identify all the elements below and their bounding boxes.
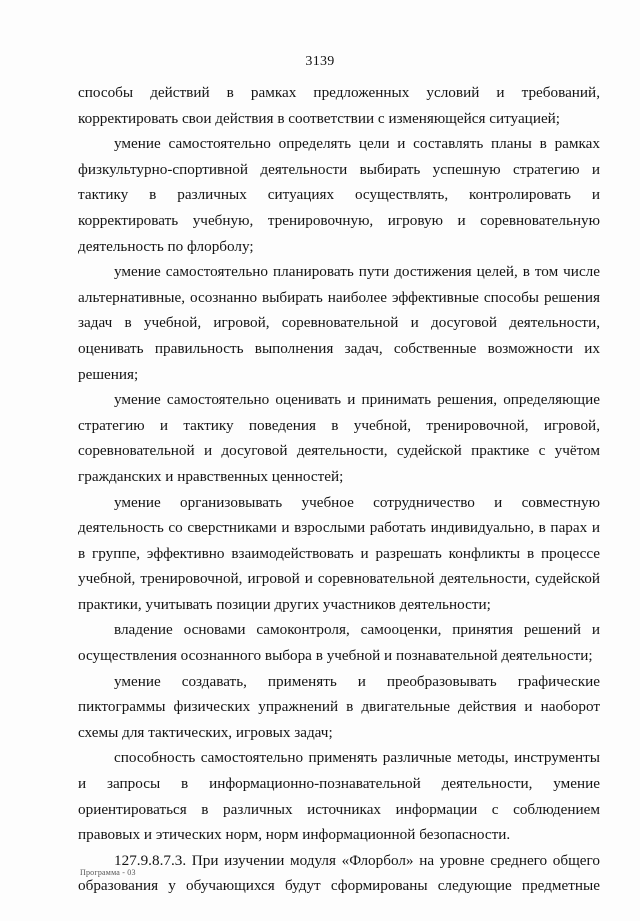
document-body: [78, 80, 600, 899]
paragraph: умение самостоятельно оценивать и принимать решения, определяющие стратегию и тактику поведения в учебной, тренировочной, игровой, соревновательной и досуговой деятельности, судейской практике с учётом гражданских и нравственных ценностей;: [78, 391, 600, 485]
paragraph: умение самостоятельно определять цели и составлять планы в рамках физкультурно-спортивной деятельности выбирать успешную стратегию и тактику в различных ситуациях осуществлять, контролировать и корректировать учебную, тренировочную, игровую и соревновательную деятельность по флорболу;: [78, 135, 600, 255]
paragraph: способы действий в рамках предложенных условий и требований, корректировать свои действия в соответствии с изменяющейся ситуацией;: [78, 84, 600, 127]
paragraph: способность самостоятельно применять различные методы, инструменты и запросы в информационно-познавательной деятельности, умение ориентироваться в различных источниках информации с соблюдением правовых и этических норм, норм информационной безопасности.: [78, 749, 600, 844]
paragraph: умение создавать, применять и преобразовывать графические пиктограммы физических упражнений в двигательные действия и наоборот схемы для тактических, игровых задач;: [78, 672, 600, 741]
paragraph: умение самостоятельно планировать пути достижения целей, в том числе альтернативные, осознанно выбирать наиболее эффективные способы решения задач в учебной, игровой, соревновательной и досуговой деятельности, оценивать правильность выполнения задач, собственные возможности их решения;: [78, 263, 600, 383]
page-number: 3139: [305, 54, 335, 69]
paragraph: умение организовывать учебное сотрудничество и совместную деятельность со сверстниками и взрослыми работать индивидуально, в парах и в группе, эффективно взаимодействовать и разрешать конфликты в процессе учебной, тренировочной, игровой и соревновательной деятельности, судейской практики, учитывать позиции других участников деятельности;: [78, 493, 600, 613]
paragraph: 127.9.8.7.3. При изучении модуля «Флорбол» на уровне среднего общего образования у обучающихся будут сформированы следующие предметные: [78, 851, 600, 895]
paragraph: владение основами самоконтроля, самооценки, принятия решений и осуществления осознанного выбора в учебной и познавательной деятельности;: [78, 621, 600, 665]
footer-note: Программа - 03: [80, 868, 136, 877]
